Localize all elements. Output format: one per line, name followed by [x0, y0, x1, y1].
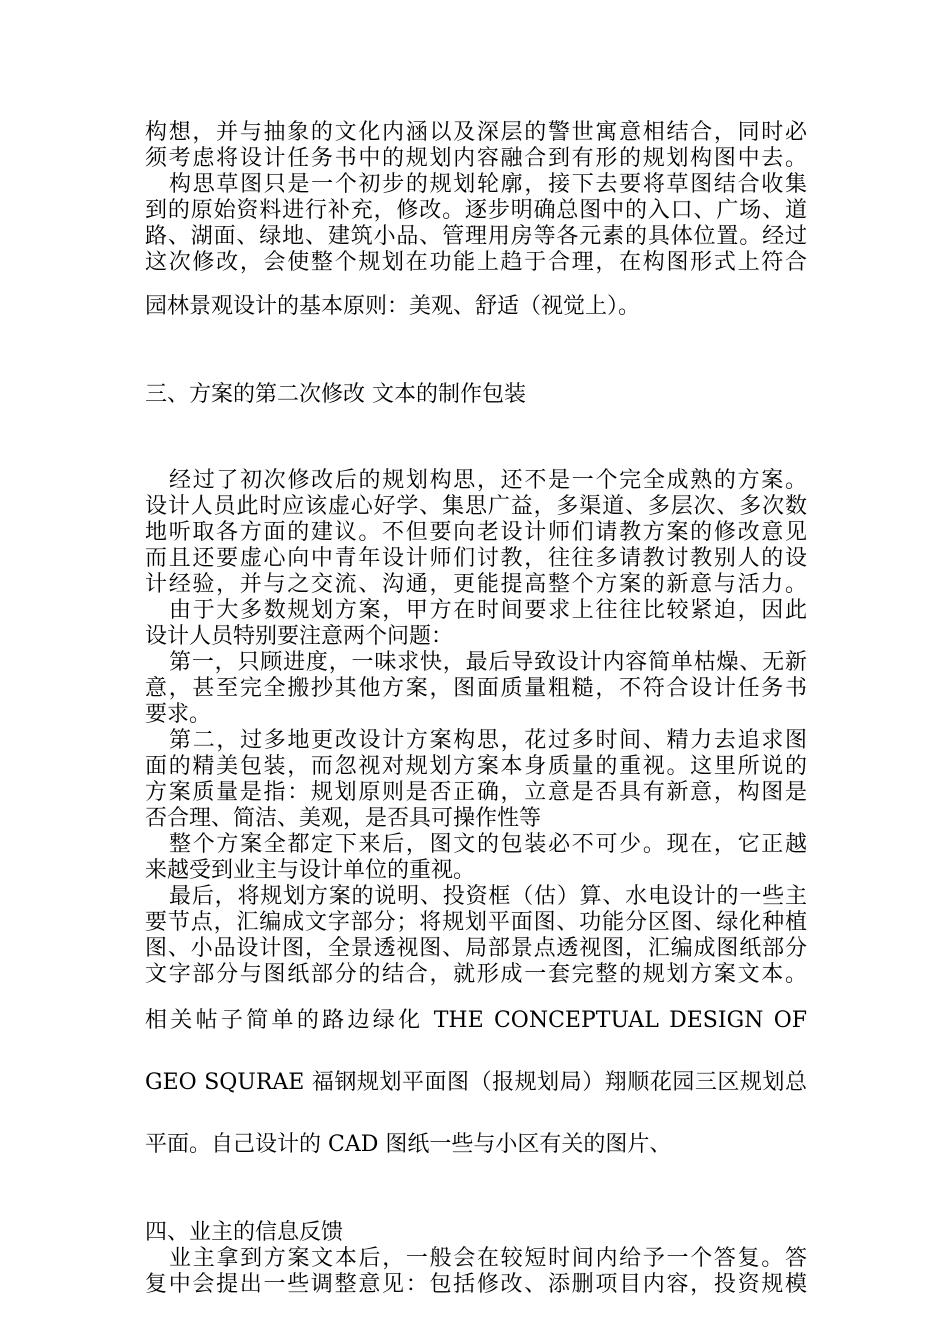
paragraph-final-document	[145, 884, 807, 988]
section-heading-4: 四、业主的信息反馈	[145, 1220, 344, 1245]
text-line: 面的精美包装，而忽视对规划方案本身质量的重视。这里所说的	[145, 754, 807, 779]
paragraph-packaging	[145, 832, 807, 884]
text-line: 第二，过多地更改设计方案构思，花过多时间、精力去追求图	[169, 728, 807, 753]
section-heading-3: 三、方案的第二次修改 文本的制作包装	[145, 382, 526, 407]
text-line: 设计人员特别要注意两个问题：	[145, 624, 454, 649]
related-posts-link[interactable]: 相关帖子简单的路边绿化 THE CONCEPTUAL DESIGN OF	[145, 1008, 807, 1033]
text-line: 第一，只顾进度，一味求快，最后导致设计内容简单枯燥、无新	[169, 650, 807, 675]
related-posts-link[interactable]: 平面。自己设计的 CAD 图纸一些与小区有关的图片、	[145, 1132, 672, 1157]
text-line: 构思草图只是一个初步的规划轮廓，接下去要将草图结合收集	[169, 172, 807, 197]
related-posts	[145, 988, 807, 1158]
text-line: 图、小品设计图，全景透视图、局部景点透视图，汇编成图纸部分	[145, 936, 807, 961]
text-line: 须考虑将设计任务书中的规划内容融合到有形的规划构图中去。	[145, 146, 807, 171]
text-line: 要节点，汇编成文字部分；将规划平面图、功能分区图、绿化种植	[145, 910, 807, 935]
text-line: 由于大多数规划方案，甲方在时间要求上往往比较紧迫，因此	[169, 598, 807, 623]
paragraph-sketch-revision	[145, 172, 807, 320]
text-line: 否合理、简洁、美观，是否具可操作性等	[145, 806, 542, 831]
text-line: 计经验，并与之交流、沟通，更能提高整个方案的新意与活力。	[145, 572, 807, 597]
text-line: 地听取各方面的建议。不但要向老设计师们请教方案的修改意见	[145, 520, 807, 545]
text-line: 路、湖面、绿地、建筑小品、管理用房等各元素的具体位置。经过	[145, 224, 807, 249]
paragraph-owner-feedback	[145, 1246, 807, 1298]
related-posts-link[interactable]: GEO SQURAE 福钢规划平面图（报规划局）翔顺花园三区规划总	[145, 1070, 807, 1095]
paragraph-second-revision	[145, 468, 807, 598]
paragraph-problem-two	[145, 728, 807, 832]
text-line: 到的原始资料进行补充，修改。逐步明确总图中的入口、广场、道	[145, 198, 807, 223]
text-line: 经过了初次修改后的规划构思，还不是一个完全成熟的方案。	[169, 468, 807, 493]
paragraph-time-pressure	[145, 598, 807, 650]
document-page	[145, 120, 807, 1298]
text-line: 文字部分与图纸部分的结合，就形成一套完整的规划方案文本。	[145, 962, 807, 987]
text-line: 这次修改，会使整个规划在功能上趋于合理，在构图形式上符合	[145, 250, 807, 275]
text-line: 构想，并与抽象的文化内涵以及深层的警世寓意相结合，同时必	[145, 120, 807, 145]
text-line: 整个方案全都定下来后，图文的包装必不可少。现在，它正越	[169, 832, 807, 857]
text-line: 要求。	[145, 702, 212, 727]
text-line: 业主拿到方案文本后，一般会在较短时间内给予一个答复。答	[169, 1246, 807, 1271]
text-line: 复中会提出一些调整意见：包括修改、添删项目内容，投资规模	[145, 1272, 807, 1297]
paragraph-problem-one	[145, 650, 807, 728]
text-line: 最后，将规划方案的说明、投资框（估）算、水电设计的一些主	[169, 884, 807, 909]
text-line: 意，甚至完全搬抄其他方案，图面质量粗糙，不符合设计任务书	[145, 676, 807, 701]
paragraph-concept-intro	[145, 120, 807, 172]
text-line: 园林景观设计的基本原则：美观、舒适（视觉上）。	[145, 294, 641, 319]
text-line: 设计人员此时应该虚心好学、集思广益，多渠道、多层次、多次数	[145, 494, 807, 519]
text-line: 方案质量是指：规划原则是否正确，立意是否具有新意，构图是	[145, 780, 807, 805]
text-line: 而且还要虚心向中青年设计师们讨教，往往多请教讨教别人的设	[145, 546, 807, 571]
text-line: 来越受到业主与设计单位的重视。	[145, 858, 476, 883]
